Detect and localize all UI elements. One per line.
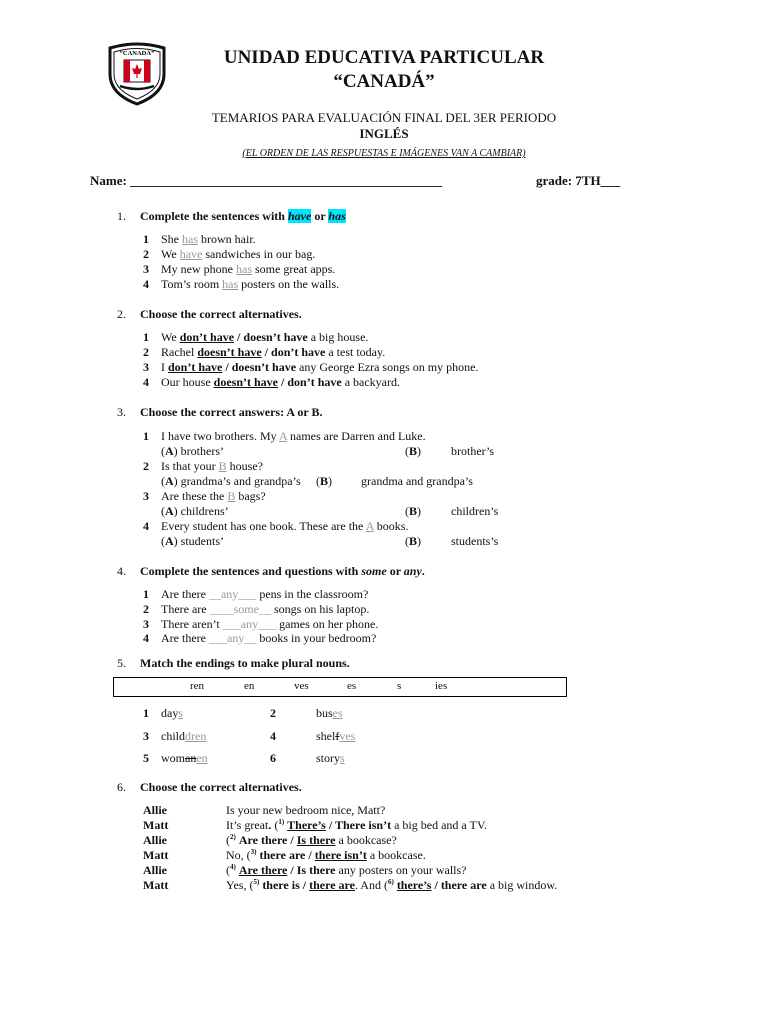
s4-item: 3 There aren’t ___any___ games on her phone.: [143, 617, 379, 631]
s3-option-a: (A) brothers’: [161, 444, 224, 458]
s4-item: 2 There are ____some__ songs on his laptop.: [143, 602, 370, 616]
speaker: Matt: [143, 878, 169, 892]
dialogue-line: It’s great. ($^{1)}$ There’s / There isn’t a big bed and a TV.: [226, 818, 487, 832]
section-5-title: 5. Match the endings to make plural nouns.: [117, 656, 350, 670]
s3-option-b: (B): [405, 534, 422, 548]
speaker: Matt: [143, 848, 169, 862]
s3-option-a: (A) students’: [161, 534, 225, 548]
s3-option-b-text: children’s: [451, 504, 499, 518]
s1-item: 1 She has brown hair.: [143, 232, 256, 246]
school-name-line1: UNIDAD EDUCATIVA PARTICULAR: [223, 47, 545, 68]
ending: es: [347, 680, 357, 692]
dialogue-line: Is your new bedroom nice, Matt?: [226, 803, 386, 817]
section-1-title: 1. Complete the sentences with have or has: [117, 209, 346, 223]
s3-question: 2 Is that your B house?: [143, 459, 263, 473]
section-3-title: 3. Choose the correct answers: A or B.: [117, 405, 323, 419]
dialogue-line: Yes, ($^{5)}$ there is / there are. And ($^{6)}$ there’s / there are a big window.: [226, 878, 558, 892]
school-name-line2: “CANADÁ”: [333, 71, 435, 92]
s3-question: 1 I have two brothers. My A names are Darren and Luke.: [143, 429, 426, 443]
s1-item: 2 We have sandwiches in our bag.: [143, 247, 316, 261]
s3-option-b-text: brother’s: [451, 444, 495, 458]
dialogue-line: ($^{2)}$ Are there / Is there a bookcase?: [226, 833, 397, 847]
s1-item: 3 My new phone has some great apps.: [143, 262, 336, 276]
section-4-title: 4. Complete the sentences and questions with some or any.: [117, 564, 425, 578]
speaker: Allie: [143, 833, 167, 847]
ending: ies: [435, 680, 448, 692]
s3-question: 3 Are these the B bags?: [143, 489, 266, 503]
dialogue-line: ($^{4)}$ Are there / Is there any posters on your walls?: [226, 863, 467, 877]
s3-option-b-text: grandma and grandpa’s: [361, 474, 473, 488]
speaker: Matt: [143, 818, 169, 832]
s3-option-b-text: students’s: [451, 534, 499, 548]
exam-subtitle: TEMARIOS PARA EVALUACIÓN FINAL DEL 3ER PERIODO: [211, 110, 557, 125]
s5-item: 2 buses: [270, 706, 343, 720]
s5-item: 6 storys: [270, 751, 345, 765]
s3-option-b: (B): [405, 504, 422, 518]
s3-option-a: (A) grandma’s and grandpa’s: [161, 474, 301, 488]
section-6-title: 6. Choose the correct alternatives.: [117, 780, 302, 794]
s3-option-b: (B): [405, 444, 422, 458]
ending: s: [397, 680, 402, 692]
dialogue-line: No, ($^{3)}$ there are / there isn’t a bookcase.: [226, 848, 426, 862]
s3-option-b: (B): [316, 474, 333, 488]
s3-question: 4 Every student has one book. These are the A books.: [143, 519, 409, 533]
s2-item: 3 I don’t have / doesn’t have any George Ezra songs on my phone.: [143, 360, 479, 374]
speaker: Allie: [143, 803, 167, 817]
section-2-title: 2. Choose the correct alternatives.: [117, 307, 302, 321]
s5-item: 1 days: [143, 706, 183, 720]
s5-item: 5 womanen: [143, 751, 208, 765]
s2-item: 2 Rachel doesn’t have / don’t have a test today.: [143, 345, 386, 359]
s2-item: 1 We don’t have / doesn’t have a big house.: [143, 330, 369, 344]
has-highlight: has: [328, 209, 346, 223]
s1-item: 4 Tom’s room has posters on the walls.: [143, 277, 340, 291]
subject-title: INGLÉS: [359, 126, 409, 141]
s2-item: 4 Our house doesn’t have / don’t have a backyard.: [143, 375, 401, 389]
endings-box: [113, 677, 567, 697]
s5-item: 3 childdren: [143, 729, 207, 743]
s4-item: 4 Are there ___any__ books in your bedroom?: [143, 631, 377, 645]
ending: en: [244, 680, 255, 692]
speaker: Allie: [143, 863, 167, 877]
s5-item: 4 shelfves: [270, 729, 356, 743]
ending: ves: [294, 680, 309, 692]
ending: ren: [190, 680, 205, 692]
grade-field-line: grade: 7TH___: [536, 173, 621, 188]
have-highlight: have: [287, 209, 312, 223]
s3-option-a: (A) childrens’: [161, 504, 229, 518]
name-field-line: Name: ________________________________________________: [90, 173, 443, 188]
order-note: (EL ORDEN DE LAS RESPUESTAS E IMÁGENES VAN A CAMBIAR): [242, 148, 526, 159]
s4-item: 1 Are there __any___ pens in the classroom?: [143, 587, 369, 601]
logo-text: “CANADÁ”: [119, 50, 155, 57]
